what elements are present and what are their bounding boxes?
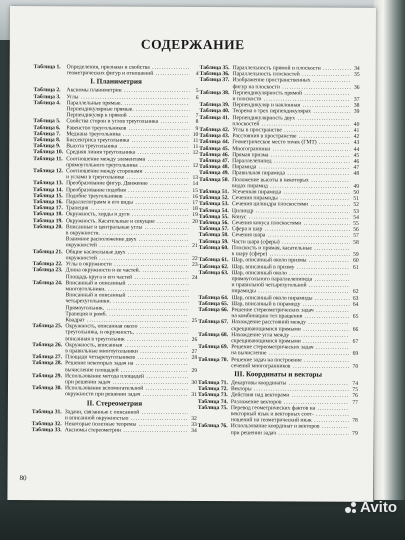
toc-page-number: 30 bbox=[191, 379, 198, 386]
table-label: Таблица 21. bbox=[32, 248, 63, 255]
toc-title: Прямоугольник. ..... bbox=[65, 305, 188, 312]
toc-page-number: 48 bbox=[353, 171, 360, 178]
toc-title: Углы в пространстве ..... bbox=[232, 127, 350, 134]
toc-title: треугольника, и окружность, ..... bbox=[65, 330, 188, 337]
table-label: Таблица 4. bbox=[33, 99, 61, 107]
toc-page-number: 19 bbox=[192, 212, 198, 219]
toc-title: Цилиндр ..... bbox=[232, 208, 350, 215]
toc-title: Параллельные прямые. ..... bbox=[66, 100, 189, 107]
toc-title: видах пирамид ..... bbox=[232, 183, 350, 190]
toc-title: вписанная в треугольник ..... bbox=[65, 336, 188, 343]
toc-page-number: 63 bbox=[352, 295, 359, 302]
toc-page-number: 55 bbox=[353, 220, 359, 227]
toc-title: Аксиомы планиметрии ..... bbox=[67, 88, 190, 95]
toc-title: векторный язык и векторных соот- ..... bbox=[231, 411, 349, 418]
toc-page-number: 77 bbox=[352, 399, 358, 406]
table-label: Таблица 5. bbox=[33, 118, 61, 125]
toc-title: Шар, вписанный в призму ..... bbox=[232, 264, 350, 271]
table-label: Таблица 35. bbox=[199, 64, 230, 72]
toc-title: окружностей ..... bbox=[66, 255, 189, 262]
table-label: Таблица 25. bbox=[32, 323, 63, 330]
toc-page-number: 78 bbox=[352, 417, 358, 424]
toc-title: Параллельность прямой и плоскости ..... bbox=[233, 65, 351, 72]
toc-title: и плоскости ..... bbox=[232, 96, 350, 103]
table-label: Таблица 75. bbox=[197, 404, 228, 411]
toc-page-number: 62 bbox=[352, 289, 359, 296]
table-label: Таблица 50. bbox=[199, 176, 229, 183]
toc-title: Окружность, вписанная ..... bbox=[65, 342, 188, 349]
table-label: Таблица 73. bbox=[197, 392, 228, 399]
toc-page-number: 37 bbox=[353, 96, 360, 103]
toc-title: сечений многогранников ..... bbox=[231, 363, 349, 370]
toc-title: Определения, признаки и свойства ..... bbox=[67, 64, 190, 71]
toc-title: Положение высоты в некоторых ..... bbox=[232, 177, 350, 184]
table-label: Таблица 70. bbox=[198, 356, 228, 363]
toc-page-number: 11 bbox=[192, 137, 199, 145]
toc-page-number: 39 bbox=[353, 109, 360, 116]
toc-title: к шару (сфере) ..... bbox=[232, 251, 350, 258]
toc-page-number: 31 bbox=[191, 392, 197, 399]
toc-title: Биссектриса треугольника ..... bbox=[66, 137, 189, 144]
table-label: Таблица 65. bbox=[198, 300, 229, 307]
toc-page-number: 58 bbox=[353, 239, 359, 246]
toc-page-number: 33 bbox=[191, 421, 197, 428]
toc-page-number: 53 bbox=[353, 208, 359, 215]
toc-page-number: 59 bbox=[353, 251, 359, 258]
toc-page-number: 60 bbox=[353, 258, 359, 265]
toc-title: Нахождение расстояний между ..... bbox=[231, 319, 349, 326]
toc-page-number: 35 bbox=[354, 72, 360, 79]
toc-title: в окружности. ..... bbox=[66, 230, 189, 237]
toc-page-number: 61 bbox=[353, 264, 359, 271]
table-label: Таблица 2. bbox=[33, 87, 61, 94]
toc-title: геометрических фигур и отношений ..... bbox=[67, 71, 190, 78]
watermark-text: Avito bbox=[360, 499, 397, 516]
toc-title: Решение задач на построение ..... bbox=[231, 357, 349, 364]
toc-page-number: 75 bbox=[352, 386, 359, 393]
toc-title: Шар, описанный около призмы ..... bbox=[232, 257, 350, 264]
toc-page-number: 26 bbox=[191, 336, 198, 343]
toc-page-number: 54 bbox=[353, 214, 359, 221]
toc-entry-continuation bbox=[198, 363, 358, 370]
table-label: Таблица 76. bbox=[197, 423, 228, 430]
table-label: Таблица 28. bbox=[32, 360, 62, 367]
toc-page-number: 34 bbox=[354, 65, 360, 72]
toc-title: Сечения шара ..... bbox=[232, 233, 350, 240]
toc-page-number: 69 bbox=[352, 351, 359, 358]
table-label: Таблица 30. bbox=[31, 385, 62, 392]
toc-title: Конус ..... bbox=[232, 214, 350, 221]
toc-page-number: 49 bbox=[353, 183, 360, 190]
toc-page-number: 64 bbox=[352, 301, 359, 308]
table-label: Таблица 45. bbox=[199, 145, 230, 152]
toc-title: Площади четырехугольников ..... bbox=[65, 354, 188, 361]
toc-title: Правильная пирамида ..... bbox=[232, 171, 350, 178]
toc-page-number: 74 bbox=[352, 380, 359, 387]
toc-page-number: 15 bbox=[192, 187, 199, 194]
toc-entry-continuation bbox=[32, 391, 197, 398]
table-label: Таблица 10. bbox=[33, 149, 64, 156]
table-label: Таблица 7. bbox=[33, 130, 61, 138]
toc-title: Окружность. Касательные и секущие ..... bbox=[66, 218, 189, 225]
table-label: Таблица 3. bbox=[33, 93, 61, 100]
toc-title: Окружность, описанная около ..... bbox=[65, 323, 188, 330]
toc-title: Средняя линия треугольника ..... bbox=[66, 150, 189, 157]
toc-title: на комбинацию тел вращения ..... bbox=[231, 313, 349, 320]
toc-title: Параллелепипед ..... bbox=[232, 158, 350, 165]
toc-title: Части шара (сферы) ..... bbox=[232, 239, 350, 246]
toc-title: Свойства сторон и углов треугольника ..... bbox=[66, 119, 189, 126]
toc-title: Параллелограмм и его виды ..... bbox=[66, 199, 189, 206]
table-label: Таблица 8. bbox=[33, 137, 61, 144]
table-label: Таблица 6. bbox=[33, 124, 61, 131]
toc-page-number: 47 bbox=[353, 165, 360, 172]
toc-title: Усеченная пирамида ..... bbox=[232, 189, 350, 196]
table-label: Таблица 24. bbox=[32, 279, 63, 286]
table-label: Таблица 56. bbox=[198, 220, 229, 227]
toc-title: Сфера и шар ..... bbox=[232, 226, 350, 233]
table-label: Таблица 9. bbox=[33, 143, 61, 150]
table-label: Таблица 62. bbox=[198, 263, 229, 270]
toc-page-number: 27 bbox=[191, 348, 198, 355]
toc-title: Плоскость и прямая, касательные ..... bbox=[232, 245, 350, 252]
table-label: Таблица 14. bbox=[33, 186, 63, 193]
table-label: Таблица 16. bbox=[32, 199, 63, 206]
toc-title: Квадрат ..... bbox=[65, 317, 188, 324]
table-label: Таблица 46. bbox=[199, 151, 230, 158]
toc-title: Вписанные и центральные углы ..... bbox=[66, 224, 189, 231]
toc-page-number: 23 bbox=[192, 262, 198, 269]
table-label: Таблица 49. bbox=[199, 170, 229, 177]
toc-title: Перпендикулярность прямой ..... bbox=[233, 90, 351, 97]
toc-page-number: 14 bbox=[192, 181, 199, 188]
toc-page-number: 28 bbox=[191, 355, 198, 362]
table-label: Таблица 72. bbox=[197, 386, 228, 393]
toc-title: Сечения конуса плоскостями ..... bbox=[232, 220, 350, 227]
toc-title: Трапеция ..... bbox=[66, 206, 189, 213]
table-label: Таблица 74. bbox=[197, 398, 228, 405]
toc-title: Параллельность плоскостей ..... bbox=[233, 71, 351, 78]
table-label: Таблица 59. bbox=[198, 238, 229, 245]
toc-title: Общие касательные двух ..... bbox=[66, 249, 189, 256]
toc-title: Прямая призма ..... bbox=[232, 152, 350, 159]
toc-title: Шар, описанный около ..... bbox=[232, 270, 350, 277]
toc-page-number: 13 bbox=[192, 175, 199, 182]
toc-page-number: 20 bbox=[192, 218, 198, 225]
toc-page-number: 52 bbox=[353, 202, 359, 209]
toc-title: в правильные многоугольники ..... bbox=[65, 348, 188, 355]
toc-page-number: 34 bbox=[191, 428, 197, 435]
toc-title: Некоторые полезные теоремы ..... bbox=[65, 421, 188, 428]
toc-title: Шар, вписанный в пирамиду ..... bbox=[231, 301, 349, 308]
table-label: Таблица 37. bbox=[199, 77, 230, 84]
toc-title: Углы ..... bbox=[67, 94, 190, 101]
toc-title: Использование метода площадей ..... bbox=[65, 373, 188, 380]
toc-title: Окружность, хорды и дуги ..... bbox=[66, 212, 189, 219]
toc-title: Многогранники ..... bbox=[232, 146, 350, 153]
table-label: Таблица 51. bbox=[199, 189, 229, 196]
table-label: Таблица 68. bbox=[198, 331, 229, 338]
toc-title: и правильной четырехугольной ..... bbox=[232, 282, 350, 289]
table-label: Таблица 52. bbox=[198, 195, 229, 202]
toc-title: Решение стереометрических задач ..... bbox=[231, 344, 349, 351]
toc-title: Соотношение между элементами ..... bbox=[66, 156, 189, 163]
toc-page-number: 4 bbox=[195, 71, 199, 78]
toc-title: Медиана треугольника ..... bbox=[66, 131, 189, 138]
toc-page-number: 25 bbox=[191, 317, 198, 324]
section-heading: II. Стереометрия bbox=[86, 398, 143, 408]
toc-title: Шар, описанный около пирамиды ..... bbox=[231, 295, 349, 302]
toc-title: Векторы ..... bbox=[231, 386, 349, 393]
toc-page-number: 40 bbox=[353, 121, 360, 128]
toc-title: Перевод геометрических фактов на ..... bbox=[231, 405, 349, 412]
toc-page-number: 12 bbox=[192, 150, 199, 157]
table-label: Таблица 17. bbox=[32, 205, 63, 212]
toc-title: прямоугольного треугольника ..... bbox=[66, 162, 189, 169]
toc-page-number: 38 bbox=[353, 103, 360, 110]
table-label: Таблица 1. bbox=[33, 64, 61, 71]
toc-page-number: 76 bbox=[352, 393, 358, 400]
toc-title: на вычисление ..... bbox=[231, 351, 349, 358]
toc-page-number: 8 bbox=[195, 119, 199, 126]
toc-title: Высота треугольника ..... bbox=[66, 144, 189, 151]
toc-page-number: 9 bbox=[195, 125, 199, 132]
toc-title: Разложение векторов ..... bbox=[231, 399, 349, 406]
toc-title: Нахождение угла между ..... bbox=[231, 332, 349, 339]
toc-title: плоскостей ..... bbox=[232, 121, 350, 128]
table-label: Таблица 36. bbox=[199, 71, 230, 78]
table-label: Таблица 69. bbox=[198, 344, 229, 351]
toc-title: и углами в треугольнике ..... bbox=[66, 175, 189, 182]
toc-page-number: 10 bbox=[192, 131, 199, 138]
table-label: Таблица 58. bbox=[198, 232, 229, 239]
toc-title: Перпендикулярность двух ..... bbox=[232, 115, 350, 122]
section-heading: I. Планиметрия bbox=[90, 77, 142, 87]
toc-title: Трапеция и ромб. ..... bbox=[65, 311, 188, 318]
toc-page-number: 16 bbox=[192, 193, 199, 200]
table-label: Таблица 55. bbox=[198, 213, 229, 221]
toc-title: Углы в окружности ..... bbox=[66, 261, 189, 268]
toc-page-number: 43 bbox=[353, 140, 360, 147]
toc-page-number: 66 bbox=[352, 326, 359, 333]
section-heading: III. Координаты и векторы bbox=[234, 370, 323, 379]
toc-title: окружности при решении задач ..... bbox=[65, 392, 188, 399]
toc-page-number: 18 bbox=[192, 206, 198, 213]
toc-page-number: 65 bbox=[352, 313, 359, 320]
toc-title: и вписанной окружностью ..... bbox=[65, 415, 188, 422]
toc-title: Вписанный и описанный ..... bbox=[65, 292, 188, 299]
table-label: Таблица 13. bbox=[33, 180, 63, 187]
toc-title: вычисление площадей ..... bbox=[65, 367, 188, 374]
toc-title: Геометрическое место точек (ГМТ) ..... bbox=[232, 140, 350, 147]
table-label: Таблица 44. bbox=[199, 139, 230, 146]
toc-title: при решении задач ..... bbox=[65, 379, 188, 386]
table-label: Таблица 48. bbox=[199, 164, 230, 171]
toc-page-number: 29 bbox=[191, 367, 198, 374]
book-page bbox=[7, 6, 376, 502]
toc-title: Решение стереометрических задач ..... bbox=[231, 307, 349, 314]
toc-title: фигур на плоскости ..... bbox=[233, 84, 351, 91]
toc-title: Использование координат и векторов ..... bbox=[231, 424, 349, 431]
toc-title: Использование вспомогательной ..... bbox=[65, 385, 188, 392]
table-label: Таблица 33. bbox=[31, 427, 62, 434]
table-label: Таблица 53. bbox=[198, 201, 229, 208]
toc-title: пирамиды ..... bbox=[231, 288, 349, 295]
toc-page-number: 67 bbox=[352, 338, 359, 345]
toc-page-number: 79 bbox=[352, 430, 358, 437]
toc-title: Равенство треугольников ..... bbox=[66, 125, 189, 132]
table-label: Таблица 27. bbox=[32, 354, 63, 361]
toc-title: Аксиомы стереометрии ..... bbox=[65, 427, 188, 434]
table-label: Таблица 66. bbox=[198, 306, 229, 314]
table-label: Таблица 47. bbox=[199, 158, 230, 165]
table-label: Таблица 20. bbox=[32, 223, 63, 231]
toc-page-number: 11 bbox=[192, 144, 199, 151]
toc-page-number: 36 bbox=[353, 84, 360, 91]
toc-page-number: 51 bbox=[353, 196, 360, 203]
page-title: СОДЕРЖАНИЕ bbox=[140, 36, 245, 53]
toc-page-number: 46 bbox=[353, 158, 360, 165]
toc-title: Действия над векторами ..... bbox=[231, 393, 349, 400]
toc-page-number: 45 bbox=[353, 152, 360, 159]
table-label: Таблица 29. bbox=[32, 372, 62, 380]
toc-page-number: 70 bbox=[352, 363, 359, 370]
table-label: Таблица 12. bbox=[33, 168, 63, 175]
toc-title: Решение некоторых задач на ..... bbox=[65, 361, 188, 368]
table-label: Таблица 41. bbox=[199, 114, 230, 121]
toc-title: Вписанный и описанный ..... bbox=[66, 280, 189, 287]
toc-page-number: 24 bbox=[191, 274, 198, 281]
table-label: Таблица 40. bbox=[199, 108, 230, 115]
toc-title: скрещивающимися прямыми ..... bbox=[231, 326, 349, 333]
toc-page-number: 6 bbox=[195, 94, 199, 101]
table-label: Таблица 57. bbox=[198, 226, 229, 233]
toc-left-column bbox=[32, 64, 199, 434]
table-label: Таблица 19. bbox=[32, 217, 63, 224]
toc-title: Взаимное расположение двух ..... bbox=[66, 237, 189, 244]
table-label: Таблица 23. bbox=[32, 267, 63, 274]
toc-title: Декартовы координаты ..... bbox=[231, 380, 349, 387]
toc-title: прямоугольного параллелепипеда ..... bbox=[232, 276, 350, 283]
toc-title: Длина окружности и ее частей. ..... bbox=[66, 268, 189, 275]
table-label: Таблица 15. bbox=[32, 192, 63, 200]
table-label: Таблица 38. bbox=[199, 89, 230, 96]
toc-page-number: 17 bbox=[192, 200, 198, 207]
toc-page-number: 44 bbox=[353, 146, 360, 153]
avito-watermark bbox=[345, 499, 397, 516]
toc-page-number: 42 bbox=[353, 134, 360, 141]
table-label: Таблица 54. bbox=[198, 207, 229, 214]
toc-title: ношений на геометрический язык ..... bbox=[231, 417, 349, 424]
table-label: Таблица 26. bbox=[32, 341, 63, 349]
toc-title: Пирамида ..... bbox=[232, 164, 350, 171]
toc-title: при решении задач ..... bbox=[231, 430, 349, 437]
toc-title: Перпендикулярные прямые. ..... bbox=[66, 106, 189, 113]
table-label: Таблица 11. bbox=[33, 155, 63, 162]
toc-page-number: 56 bbox=[353, 227, 359, 234]
toc-title: Перпендикуляр к прямой ..... bbox=[66, 113, 189, 120]
toc-page-number: 50 bbox=[353, 189, 360, 196]
toc-title: Перпендикуляр и наклонная ..... bbox=[232, 102, 350, 109]
table-label: Таблица 22. bbox=[32, 261, 63, 268]
background-right bbox=[374, 0, 405, 540]
toc-title: Преобразование подобия ..... bbox=[66, 187, 189, 194]
table-label: Таблица 61. bbox=[198, 257, 229, 264]
toc-title: Подобие треугольников ..... bbox=[66, 193, 189, 200]
toc-title: четырехугольники. ..... bbox=[65, 299, 188, 306]
table-label: Таблица 42. bbox=[199, 127, 230, 134]
toc-page-number: 22 bbox=[192, 255, 198, 262]
toc-page-number: 12 bbox=[192, 162, 199, 169]
toc-entry-continuation bbox=[198, 430, 358, 437]
table-label: Таблица 18. bbox=[32, 211, 63, 218]
toc-title: Изображение пространственных ..... bbox=[233, 78, 351, 85]
toc-page-number: 32 bbox=[191, 415, 197, 422]
toc-title: Соотношение между сторонами ..... bbox=[66, 168, 189, 175]
toc-page-number: 41 bbox=[353, 127, 360, 134]
table-label: Таблица 64. bbox=[198, 294, 229, 301]
toc-right-column bbox=[198, 65, 360, 437]
toc-page-number: 7 bbox=[195, 113, 199, 120]
table-label: Таблица 67. bbox=[198, 319, 229, 326]
toc-title: Площадь круга и его частей ..... bbox=[66, 274, 189, 281]
toc-entry bbox=[32, 427, 197, 434]
toc-page-number: 21 bbox=[192, 243, 198, 250]
toc-title: Задачи, связанные с описанной ..... bbox=[65, 409, 188, 416]
page-number: 80 bbox=[19, 474, 27, 483]
table-label: Таблица 39. bbox=[199, 102, 230, 109]
toc-page-number: 5 bbox=[195, 88, 199, 95]
avito-logo-icon bbox=[345, 502, 357, 514]
toc-title: Расстояния в пространстве ..... bbox=[232, 133, 350, 140]
table-label: Таблица 63. bbox=[198, 269, 229, 276]
toc-title: Преобразование фигур. Движение ..... bbox=[66, 181, 189, 188]
table-label: Таблица 32. bbox=[31, 421, 62, 428]
toc-entry-continuation bbox=[34, 70, 199, 77]
toc-title: многоугольники. ..... bbox=[66, 286, 189, 293]
table-label: Таблица 31. bbox=[31, 408, 62, 415]
table-label: Таблица 43. bbox=[199, 133, 230, 140]
toc-title: окружностей ..... bbox=[66, 243, 189, 250]
toc-title: Теорема о трех перпендикулярах ..... bbox=[232, 109, 350, 116]
table-label: Таблица 60. bbox=[198, 244, 229, 252]
toc-title: Сечения пирамиды ..... bbox=[232, 195, 350, 202]
table-label: Таблица 71. bbox=[198, 379, 228, 387]
toc-page-number: 57 bbox=[353, 233, 359, 240]
toc-title: скрещивающимися прямыми ..... bbox=[231, 338, 349, 345]
toc-title: Сечения цилиндра плоскостями ..... bbox=[232, 202, 350, 209]
